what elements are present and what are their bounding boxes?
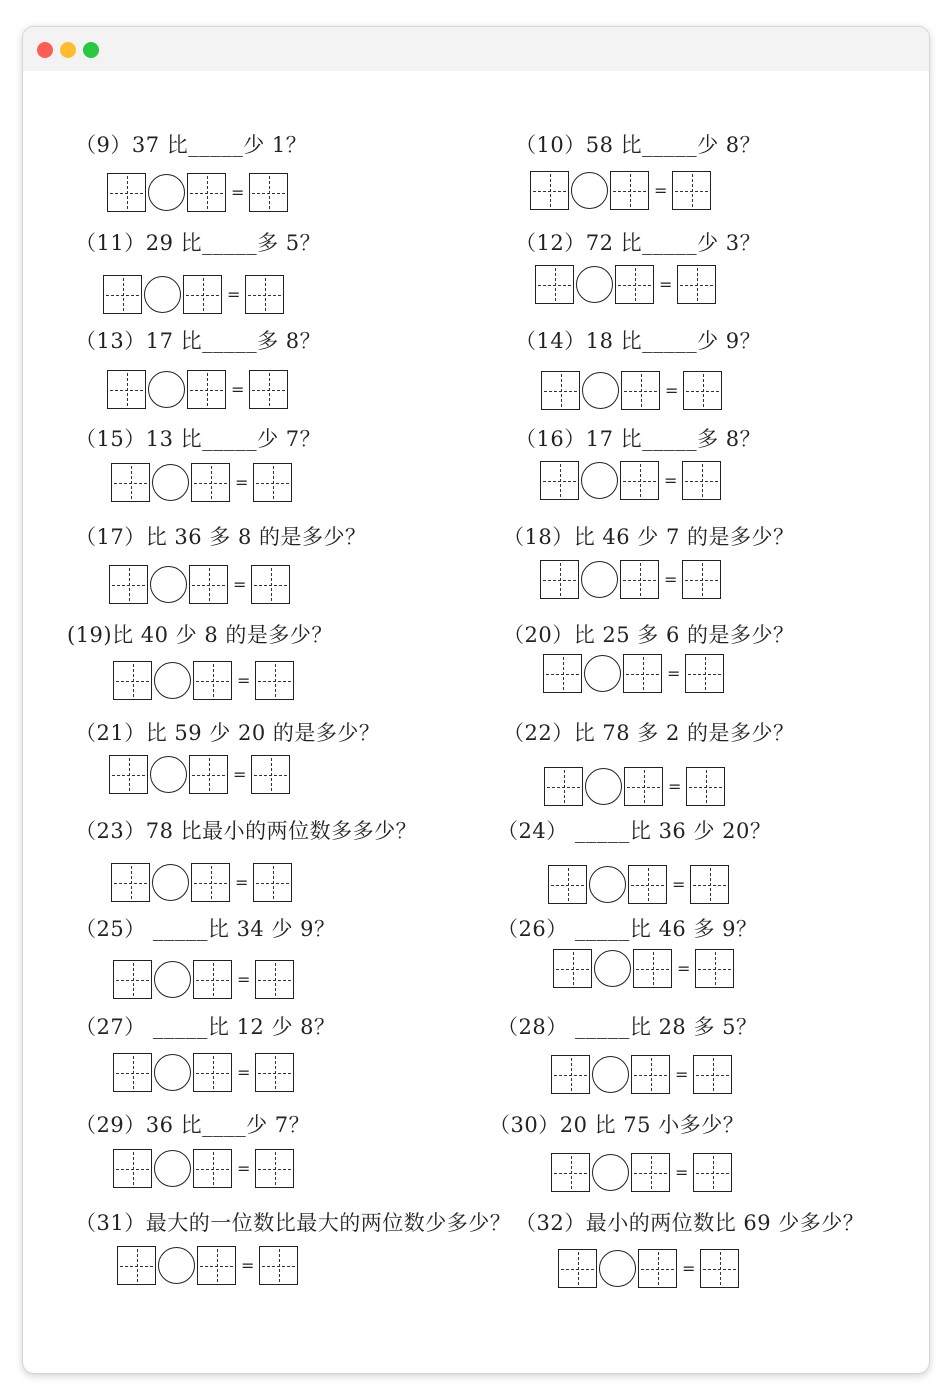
answer-box[interactable] (540, 461, 579, 500)
equation-row (543, 654, 724, 693)
equals-sign: = (672, 874, 686, 894)
answer-box[interactable] (111, 463, 150, 502)
result-box[interactable] (682, 461, 721, 500)
result-box[interactable] (255, 661, 294, 700)
result-box[interactable] (255, 1053, 294, 1092)
answer-box[interactable] (615, 265, 654, 304)
answer-box[interactable] (109, 755, 148, 794)
problem-text: （25） _____比 34 少 9？ (75, 917, 336, 941)
answer-box[interactable] (183, 275, 222, 314)
equals-sign: = (237, 1158, 251, 1178)
equation-row (530, 171, 711, 210)
answer-box[interactable] (103, 275, 142, 314)
equation-row (109, 755, 290, 794)
problem-text: （13）17 比_____多 8？ (75, 329, 322, 353)
problem-text: （22）比 78 多 2 的是多少？ (503, 721, 795, 745)
answer-box[interactable] (544, 767, 583, 806)
answer-box[interactable] (631, 1153, 670, 1192)
operator-circle[interactable] (150, 566, 187, 603)
result-box[interactable] (695, 949, 734, 988)
equals-sign: = (682, 1258, 696, 1278)
answer-box[interactable] (638, 1249, 677, 1288)
equation-row (109, 565, 290, 604)
answer-box[interactable] (189, 565, 228, 604)
equation-row (113, 960, 294, 999)
problem-text: （9）37 比_____少 1？ (75, 133, 308, 157)
problem-text: （28） _____比 28 多 5？ (497, 1015, 758, 1039)
answer-box[interactable] (540, 560, 579, 599)
answer-box[interactable] (624, 767, 663, 806)
operator-circle[interactable] (581, 462, 618, 499)
answer-box[interactable] (107, 370, 146, 409)
problem-text: （27） _____比 12 少 8？ (75, 1015, 336, 1039)
answer-box[interactable] (113, 661, 152, 700)
result-box[interactable] (693, 1055, 732, 1094)
answer-box[interactable] (543, 654, 582, 693)
equals-sign: = (675, 1064, 689, 1084)
equation-row (551, 1153, 732, 1192)
operator-circle[interactable] (148, 371, 185, 408)
result-box[interactable] (253, 863, 292, 902)
app-window (22, 26, 930, 1374)
equation-row (111, 863, 292, 902)
operator-circle[interactable] (144, 276, 181, 313)
result-box[interactable] (693, 1153, 732, 1192)
operator-circle[interactable] (154, 961, 191, 998)
operator-circle[interactable] (589, 866, 626, 903)
result-box[interactable] (251, 755, 290, 794)
problem-text: （32）最小的两位数比 69 少多少？ (515, 1211, 865, 1235)
result-box[interactable] (672, 171, 711, 210)
equals-sign: = (668, 776, 682, 796)
result-box[interactable] (253, 463, 292, 502)
operator-circle[interactable] (594, 950, 631, 987)
operator-circle[interactable] (592, 1056, 629, 1093)
operator-circle[interactable] (585, 768, 622, 805)
problem-text: （23）78 比最小的两位数多多少？ (75, 819, 418, 843)
operator-circle[interactable] (599, 1250, 636, 1287)
result-box[interactable] (690, 865, 729, 904)
operator-circle[interactable] (154, 1054, 191, 1091)
operator-circle[interactable] (150, 756, 187, 793)
answer-box[interactable] (628, 865, 667, 904)
operator-circle[interactable] (592, 1154, 629, 1191)
equation-row (113, 1053, 294, 1092)
equals-sign: = (237, 1062, 251, 1082)
answer-box[interactable] (193, 1149, 232, 1188)
answer-box[interactable] (113, 1149, 152, 1188)
result-box[interactable] (255, 1149, 294, 1188)
answer-box[interactable] (117, 1246, 156, 1285)
answer-box[interactable] (107, 173, 146, 212)
equation-row (540, 560, 721, 599)
answer-box[interactable] (187, 370, 226, 409)
result-box[interactable] (682, 560, 721, 599)
equation-row (113, 661, 294, 700)
operator-circle[interactable] (582, 372, 619, 409)
answer-box[interactable] (109, 565, 148, 604)
problem-text: （17）比 36 多 8 的是多少？ (75, 525, 367, 549)
answer-box[interactable] (553, 949, 592, 988)
equals-sign: = (659, 274, 673, 294)
answer-box[interactable] (193, 661, 232, 700)
equation-row (553, 949, 734, 988)
equation-row (113, 1149, 294, 1188)
problem-text: （14）18 比_____少 9？ (515, 329, 762, 353)
answer-box[interactable] (551, 1055, 590, 1094)
worksheet (23, 27, 929, 1373)
problem-text: （20）比 25 多 6 的是多少？ (503, 623, 795, 647)
answer-box[interactable] (191, 463, 230, 502)
problem-text: （31）最大的一位数比最大的两位数少多少？ (75, 1211, 512, 1235)
answer-box[interactable] (191, 863, 230, 902)
operator-circle[interactable] (581, 561, 618, 598)
answer-box[interactable] (620, 461, 659, 500)
answer-box[interactable] (541, 371, 580, 410)
equals-sign: = (667, 663, 681, 683)
operator-circle[interactable] (154, 1150, 191, 1187)
equation-row (551, 1055, 732, 1094)
equals-sign: = (664, 569, 678, 589)
equation-row (107, 370, 288, 409)
answer-box[interactable] (558, 1249, 597, 1288)
equation-row (107, 173, 288, 212)
equals-sign: = (237, 969, 251, 989)
equation-row (544, 767, 725, 806)
equation-row (117, 1246, 298, 1285)
problem-text: （12）72 比_____少 3？ (515, 231, 762, 255)
problem-text: （26） _____比 46 多 9？ (497, 917, 758, 941)
equals-sign: = (233, 574, 247, 594)
result-box[interactable] (259, 1246, 298, 1285)
answer-box[interactable] (189, 755, 228, 794)
equation-row (103, 275, 284, 314)
equation-row (535, 265, 716, 304)
equals-sign: = (227, 284, 241, 304)
problem-text: （10）58 比_____少 8？ (515, 133, 762, 157)
operator-circle[interactable] (148, 174, 185, 211)
answer-box[interactable] (610, 171, 649, 210)
answer-box[interactable] (623, 654, 662, 693)
answer-box[interactable] (530, 171, 569, 210)
operator-circle[interactable] (154, 662, 191, 699)
problem-text: (19)比 40 少 8 的是多少？ (67, 623, 333, 647)
answer-box[interactable] (197, 1246, 236, 1285)
problem-text: （21）比 59 少 20 的是多少？ (75, 721, 381, 745)
equation-row (541, 371, 722, 410)
answer-box[interactable] (193, 1053, 232, 1092)
answer-box[interactable] (548, 865, 587, 904)
result-box[interactable] (683, 371, 722, 410)
operator-circle[interactable] (152, 864, 189, 901)
problem-text: （30）20 比 75 小多少？ (489, 1113, 745, 1137)
result-box[interactable] (249, 173, 288, 212)
equals-sign: = (231, 379, 245, 399)
equation-row (558, 1249, 739, 1288)
problem-text: （24） _____比 36 少 20？ (497, 819, 772, 843)
equals-sign: = (675, 1162, 689, 1182)
equals-sign: = (654, 180, 668, 200)
result-box[interactable] (685, 654, 724, 693)
problem-text: （29）36 比____少 7？ (75, 1113, 311, 1137)
result-box[interactable] (700, 1249, 739, 1288)
result-box[interactable] (249, 370, 288, 409)
problem-text: （18）比 46 少 7 的是多少？ (503, 525, 795, 549)
answer-box[interactable] (187, 173, 226, 212)
equals-sign: = (237, 670, 251, 690)
equals-sign: = (664, 470, 678, 490)
answer-box[interactable] (551, 1153, 590, 1192)
problem-text: （16）17 比_____多 8？ (515, 427, 762, 451)
equation-row (540, 461, 721, 500)
answer-box[interactable] (633, 949, 672, 988)
operator-circle[interactable] (158, 1247, 195, 1284)
equals-sign: = (231, 182, 245, 202)
operator-circle[interactable] (576, 266, 613, 303)
result-box[interactable] (255, 960, 294, 999)
operator-circle[interactable] (584, 655, 621, 692)
result-box[interactable] (686, 767, 725, 806)
problem-text: （11）29 比_____多 5？ (75, 231, 322, 255)
answer-box[interactable] (620, 560, 659, 599)
equals-sign: = (241, 1255, 255, 1275)
answer-box[interactable] (111, 863, 150, 902)
answer-box[interactable] (193, 960, 232, 999)
equals-sign: = (233, 764, 247, 784)
equals-sign: = (235, 872, 249, 892)
result-box[interactable] (251, 565, 290, 604)
equals-sign: = (235, 472, 249, 492)
result-box[interactable] (245, 275, 284, 314)
problem-text: （15）13 比_____少 7？ (75, 427, 322, 451)
equals-sign: = (677, 958, 691, 978)
answer-box[interactable] (631, 1055, 670, 1094)
result-box[interactable] (677, 265, 716, 304)
operator-circle[interactable] (152, 464, 189, 501)
operator-circle[interactable] (571, 172, 608, 209)
equals-sign: = (665, 380, 679, 400)
answer-box[interactable] (535, 265, 574, 304)
answer-box[interactable] (113, 960, 152, 999)
equation-row (111, 463, 292, 502)
answer-box[interactable] (621, 371, 660, 410)
answer-box[interactable] (113, 1053, 152, 1092)
equation-row (548, 865, 729, 904)
